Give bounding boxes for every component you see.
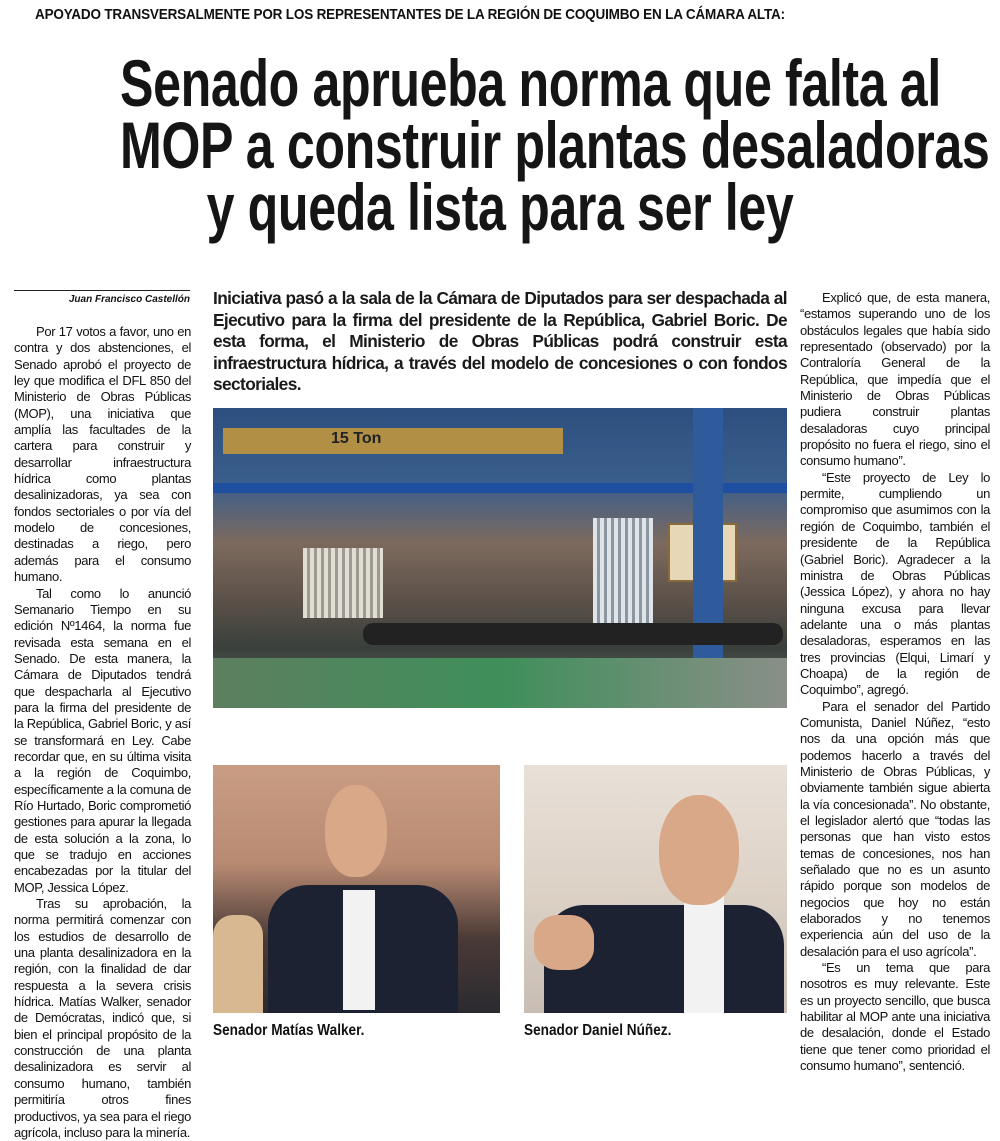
headline-line: Senado aprueba norma que falta al <box>120 46 941 120</box>
headline-line: MOP a construir plantas desaladoras <box>120 108 990 182</box>
shirt <box>684 890 724 1013</box>
paragraph: “Este proyecto de Ley lo permite, cumpliendo un compromiso que asumimos con la región de Coquimbo, también el presidente de la República (Gabriel Boric). Agradecer a la ministra de Obras Públicas (Jessica López), y ahora no hay ninguna excusa para llevar adelante una o más plantas desaladoras, esperamos en las tres provincias (Elqui, Limarí y Choapa) de la región de Coquimbo”, agregó. <box>800 469 990 698</box>
byline-rule <box>14 290 190 291</box>
paragraph: “Es un tema que para nosotros es muy relevante. Este es un proyecto sencillo, que busca habilitar al MOP ante una iniciativa de desalación, donde el Estado tiene que tener como prioridad el consumo humano”, sentenció. <box>800 960 990 1074</box>
floor <box>213 658 787 708</box>
paragraph: Por 17 votos a favor, uno en contra y dos abstenciones, el Senado aprobó el proyecto de ley que modifica el DFL 850 del Ministerio de Obras Públicas (MOP), una iniciativa que amplía las facultades de la cartera para construir y desarrollar infraestructura hídrica como plantas desalinizadoras, ya sea con fondos sectoriales o por vía del modelo de concesiones, destinadas a riego, pero además para el consumo humano. <box>14 324 191 585</box>
paragraph: Tal como lo anunció Semanario Tiempo en su edición Nº1464, la norma fue revisada esta semana en el Senado. De esta manera, la Cámara de Diputados tendrá que despacharla al Ejecutivo para la firma del presidente de la República, Gabriel Boric, y así se transformará en Ley. Cabe recordar que, en su última visita a la región de Coquimbo, específicamente a la comuna de Río Hurtado, Boric comprometió gestiones para apurar la llegada de esta solución a la zona, lo que se tradujo en acciones encabezadas por la titular del MOP, Jessica López. <box>14 585 191 895</box>
crane-label: 15 Ton <box>331 430 382 447</box>
face <box>659 795 739 905</box>
face <box>325 785 387 877</box>
left-column <box>14 324 191 1141</box>
paragraph: Explicó que, de esta manera, “estamos superando uno de los obstáculos legales que había sido representado (observado) por la Contraloría General de la República, que impedía que el Ministerio de Obras Públicas pudiera construir plantas desaladoras cuyo principal propósito no fuera el riego, sino el consumo humano”. <box>800 290 990 469</box>
kicker: APOYADO TRANSVERSALMENTE POR LOS REPRESENTANTES DE LA REGIÓN DE COQUIMBO EN LA CÁMARA ALTA: <box>35 6 785 23</box>
paragraph: Para el senador del Partido Comunista, Daniel Núñez, “esto nos da una opción más que podemos hacerlo a través del Ministerio de Obras Públicas, y obviamente también sigue abierta la vía concesionada”. No obstante, el legislador alertó que “todas las personas que han visto estos temas de concesiones, nos han señalado que no es un asunto rápido porque son modelos de negocios que hoy no están elaborados y no tenemos experiencia aún del uso de la desalación para el uso agrícola”. <box>800 698 990 959</box>
headline <box>0 46 1000 244</box>
shirt <box>343 890 375 1010</box>
crane-beam <box>223 428 563 454</box>
membrane-racks <box>593 518 653 638</box>
right-column <box>800 290 990 1075</box>
paragraph: Tras su aprobación, la norma permitirá comenzar con los estudios de desarrollo de una planta desalinizadora en la región, con la finalidad de dar respuesta a la severa crisis hídrica. Matías Walker, senador de Demócratas, indicó que, si bien el principal propósito de la construcción de una planta desalinizadora es servir al consumo humano, también permitiría otros fines productivos, ya sea para el riego agrícola, incluso para la minería. <box>14 896 191 1140</box>
person-background <box>213 915 263 1013</box>
pipe <box>363 623 783 645</box>
hand <box>534 915 594 970</box>
membrane-racks <box>303 548 383 618</box>
headline-line: y queda lista para ser ley <box>206 170 794 244</box>
lede: Iniciativa pasó a la sala de la Cámara de Diputados para ser despachada al Ejecutivo para la firma del presidente de la República, Gabriel Boric. De esta forma, el Ministerio de Obras Públicas podrá construir esta infraestructura hídrica, a través del modelo de concesiones o con fondos sectoriales. <box>213 288 787 394</box>
caption-walker: Senador Matías Walker. <box>213 1022 365 1039</box>
caption-nunez: Senador Daniel Núñez. <box>524 1022 672 1039</box>
walker-photo <box>213 765 500 1013</box>
nunez-photo <box>524 765 787 1013</box>
desalination-plant-photo <box>213 408 787 708</box>
byline: Juan Francisco Castellón <box>68 294 190 305</box>
